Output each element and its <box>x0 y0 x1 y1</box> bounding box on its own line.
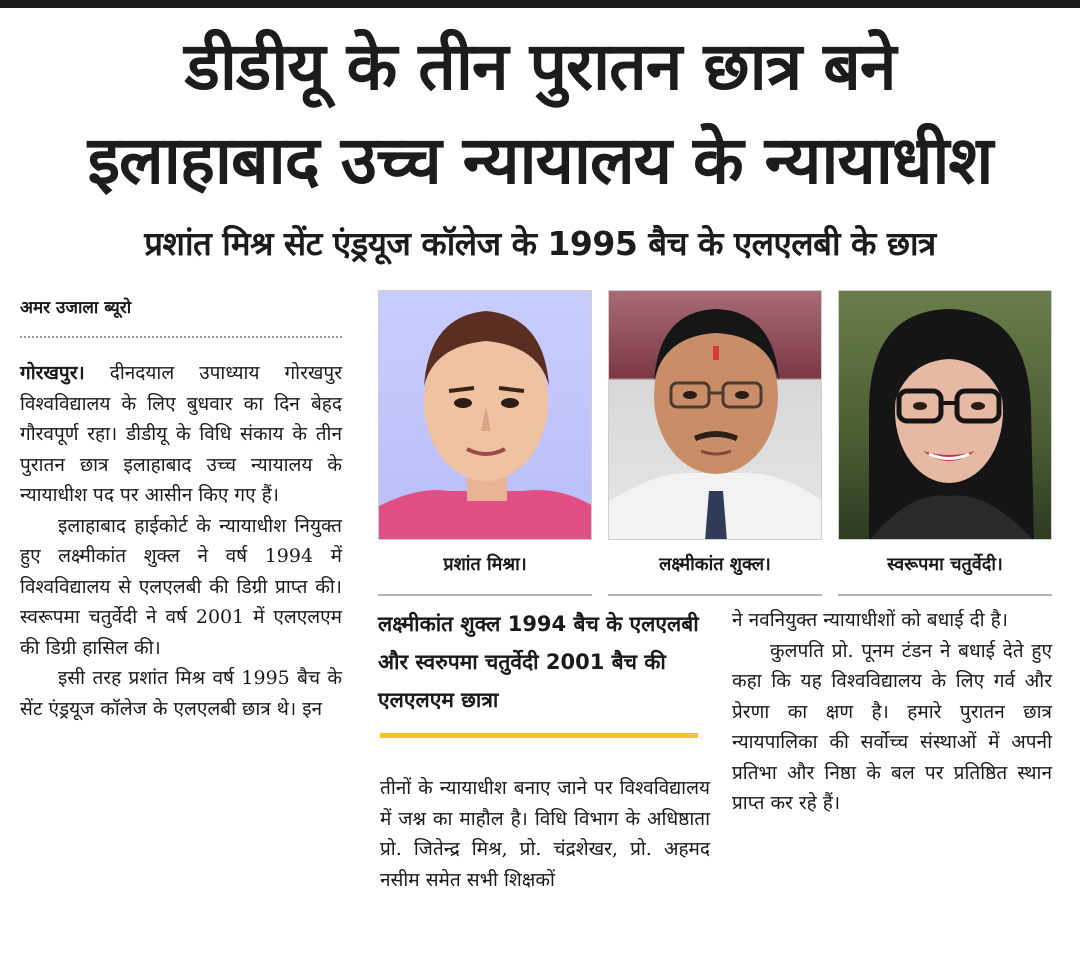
photo-caption: प्रशांत मिश्रा। <box>378 550 592 596</box>
portrait-illustration <box>379 291 592 540</box>
headline-line-1: डीडीयू के तीन पुरातन छात्र बने <box>184 28 896 105</box>
portrait-illustration <box>609 291 822 540</box>
paragraph-text: दीनदयाल उपाध्याय गोरखपुर विश्वविद्यालय के लिए बुधवार का दिन बेहद गौरवपूर्ण रहा। डीडीयू के विधि संकाय के तीन पुरातन छात्र इलाहाबाद उच्च न्यायालय के न्यायाधीश पद पर आसीन किए गए हैं। <box>20 362 342 506</box>
article-column-3 <box>732 605 1052 819</box>
pullquote-underline <box>380 733 698 738</box>
photo-prashant-mishra <box>378 290 592 540</box>
paragraph <box>20 358 342 511</box>
paragraph: इसी तरह प्रशांत मिश्र वर्ष 1995 बैच के सेंट एंड्रयूज कॉलेज के एलएलबी छात्र थे। इन <box>20 667 342 720</box>
portrait-illustration <box>839 291 1052 540</box>
headline-line-2: इलाहाबाद उच्च न्यायालय के न्यायाधीश <box>87 122 993 199</box>
photo-laxmikant-shukla <box>608 290 822 540</box>
byline: अमर उजाला ब्यूरो <box>20 298 132 318</box>
paragraph: तीनों के न्यायाधीश बनाए जाने पर विश्वविद्यालय में जश्न का माहौल है। विधि विभाग के अधिष्ठाता प्रो. जितेन्द्र मिश्र, प्रो. चंद्रशेखर, प्रो. अहमद नसीम समेत सभी शिक्षकों <box>380 777 710 891</box>
photo-caption: लक्ष्मीकांत शुक्ल। <box>608 550 822 596</box>
paragraph: ने नवनियुक्त न्यायाधीशों को बधाई दी है। <box>732 609 1008 631</box>
article-column-2 <box>380 773 710 895</box>
byline-divider <box>20 336 342 338</box>
dateline: गोरखपुर। <box>20 362 85 384</box>
paragraph: इलाहाबाद हाईकोर्ट के न्यायाधीश नियुक्त हुए लक्ष्मीकांत शुक्ल ने वर्ष 1994 में विश्वविद्यालय से एलएलबी की डिग्री प्राप्त की। स्वरूपमा चतुर्वेदी ने वर्ष 2001 में एलएलएम की डिग्री हासिल की। <box>20 514 342 659</box>
subheadline: प्रशांत मिश्र सेंट एंड्रयूज कॉलेज के 1995 बैच के एलएलबी के छात्र <box>144 224 936 263</box>
photo-swarupama-chaturvedi <box>838 290 1052 540</box>
article-column-1 <box>20 358 342 724</box>
top-border <box>0 0 1080 8</box>
paragraph: कुलपति प्रो. पूनम टंडन ने बधाई देते हुए कहा कि यह विश्वविद्यालय के लिए गर्व और प्रेरणा का क्षण है। हमारे पुरातन छात्र न्यायपालिका की सर्वोच्च संस्थाओं में अपनी प्रतिभा और निष्ठा के बल पर प्रतिष्ठित स्थान प्राप्त कर रहे हैं। <box>732 639 1052 814</box>
photo-caption: स्वरूपमा चतुर्वेदी। <box>838 550 1052 596</box>
pullquote: लक्ष्मीकांत शुक्ल 1994 बैच के एलएलबी और स्वरुपमा चतुर्वेदी 2001 बैच की एलएलएम छात्रा <box>378 612 699 712</box>
